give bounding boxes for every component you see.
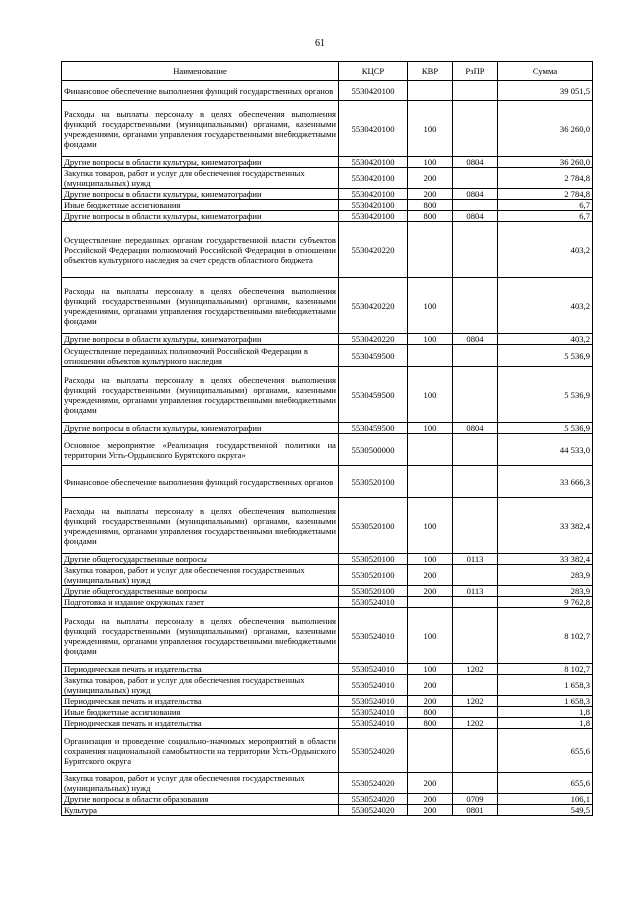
cell-name: Закупка товаров, работ и услуг для обеспечения государственных (муниципальных) нужд xyxy=(62,565,339,586)
cell-sum: 6,7 xyxy=(498,200,593,211)
header-name: Наименование xyxy=(62,62,339,81)
cell-kvr: 800 xyxy=(408,718,453,729)
cell-kcsr: 5530524010 xyxy=(339,707,408,718)
cell-rzpr xyxy=(453,345,498,367)
cell-rzpr: 0804 xyxy=(453,211,498,222)
header-sum: Сумма xyxy=(498,62,593,81)
table-row xyxy=(62,707,593,718)
cell-rzpr: 1202 xyxy=(453,664,498,675)
cell-sum: 5 536,9 xyxy=(498,345,593,367)
cell-kvr: 200 xyxy=(408,675,453,696)
cell-kcsr: 5530420100 xyxy=(339,168,408,189)
cell-kvr: 100 xyxy=(408,157,453,168)
table-row xyxy=(62,423,593,434)
cell-name: Культура xyxy=(62,805,339,816)
cell-rzpr xyxy=(453,565,498,586)
table-row xyxy=(62,608,593,664)
cell-sum: 33 382,4 xyxy=(498,554,593,565)
table-row xyxy=(62,675,593,696)
cell-kvr xyxy=(408,466,453,498)
cell-kcsr: 5530420100 xyxy=(339,211,408,222)
cell-kvr xyxy=(408,729,453,773)
table-row xyxy=(62,200,593,211)
table-row xyxy=(62,189,593,200)
cell-sum: 1,8 xyxy=(498,707,593,718)
cell-kcsr: 5530500000 xyxy=(339,434,408,466)
cell-name: Закупка товаров, работ и услуг для обеспечения государственных (муниципальных) нужд xyxy=(62,675,339,696)
cell-kvr: 100 xyxy=(408,664,453,675)
cell-name: Другие вопросы в области культуры, кинематографии xyxy=(62,334,339,345)
header-rzpr: РзПР xyxy=(453,62,498,81)
cell-sum: 36 260,0 xyxy=(498,157,593,168)
cell-sum: 403,2 xyxy=(498,278,593,334)
page-number: 61 xyxy=(315,38,325,49)
cell-sum: 403,2 xyxy=(498,334,593,345)
table-row xyxy=(62,278,593,334)
cell-sum: 1 658,3 xyxy=(498,696,593,707)
cell-kcsr: 5530524010 xyxy=(339,718,408,729)
cell-rzpr xyxy=(453,101,498,157)
cell-sum: 5 536,9 xyxy=(498,423,593,434)
cell-kvr xyxy=(408,81,453,101)
cell-rzpr: 0113 xyxy=(453,554,498,565)
table-row xyxy=(62,773,593,794)
cell-rzpr xyxy=(453,498,498,554)
cell-sum: 549,5 xyxy=(498,805,593,816)
header-kvr: КВР xyxy=(408,62,453,81)
cell-kcsr: 5530420220 xyxy=(339,334,408,345)
cell-rzpr: 0709 xyxy=(453,794,498,805)
table-row xyxy=(62,554,593,565)
cell-kvr: 100 xyxy=(408,367,453,423)
cell-rzpr xyxy=(453,729,498,773)
cell-kcsr: 5530520100 xyxy=(339,554,408,565)
cell-sum: 8 102,7 xyxy=(498,608,593,664)
cell-rzpr: 0113 xyxy=(453,586,498,597)
cell-name: Другие вопросы в области культуры, кинематографии xyxy=(62,189,339,200)
cell-kvr: 200 xyxy=(408,805,453,816)
cell-kcsr: 5530420100 xyxy=(339,157,408,168)
cell-rzpr: 1202 xyxy=(453,696,498,707)
cell-rzpr: 0804 xyxy=(453,334,498,345)
cell-sum: 8 102,7 xyxy=(498,664,593,675)
cell-kcsr: 5530420220 xyxy=(339,222,408,278)
budget-table xyxy=(61,61,593,816)
cell-name: Другие общегосударственные вопросы xyxy=(62,586,339,597)
cell-name: Другие вопросы в области культуры, кинематографии xyxy=(62,423,339,434)
cell-rzpr: 0804 xyxy=(453,189,498,200)
cell-kvr: 800 xyxy=(408,211,453,222)
cell-sum: 6,7 xyxy=(498,211,593,222)
cell-kcsr: 5530524010 xyxy=(339,608,408,664)
cell-name: Периодическая печать и издательства xyxy=(62,696,339,707)
cell-kcsr: 5530520100 xyxy=(339,466,408,498)
cell-kvr: 800 xyxy=(408,707,453,718)
cell-rzpr xyxy=(453,278,498,334)
cell-kcsr: 5530524010 xyxy=(339,696,408,707)
cell-kcsr: 5530520100 xyxy=(339,565,408,586)
cell-kvr: 100 xyxy=(408,554,453,565)
cell-sum: 403,2 xyxy=(498,222,593,278)
table-row xyxy=(62,211,593,222)
cell-name: Другие вопросы в области культуры, кинематографии xyxy=(62,157,339,168)
cell-name: Другие вопросы в области образования xyxy=(62,794,339,805)
cell-sum: 36 260,0 xyxy=(498,101,593,157)
cell-rzpr: 1202 xyxy=(453,718,498,729)
cell-sum: 283,9 xyxy=(498,565,593,586)
cell-kvr: 100 xyxy=(408,498,453,554)
cell-kvr xyxy=(408,345,453,367)
cell-kcsr: 5530459500 xyxy=(339,345,408,367)
cell-kvr: 200 xyxy=(408,696,453,707)
table-row xyxy=(62,565,593,586)
cell-kvr: 200 xyxy=(408,189,453,200)
table-row xyxy=(62,696,593,707)
cell-sum: 2 784,8 xyxy=(498,168,593,189)
cell-kcsr: 5530524020 xyxy=(339,805,408,816)
cell-kcsr: 5530459500 xyxy=(339,367,408,423)
table-row xyxy=(62,586,593,597)
table-row xyxy=(62,157,593,168)
table-row xyxy=(62,729,593,773)
cell-kcsr: 5530520100 xyxy=(339,586,408,597)
cell-kvr: 200 xyxy=(408,794,453,805)
cell-kvr xyxy=(408,222,453,278)
cell-kvr: 100 xyxy=(408,423,453,434)
cell-kcsr: 5530420100 xyxy=(339,101,408,157)
table-row xyxy=(62,794,593,805)
cell-rzpr xyxy=(453,675,498,696)
cell-name: Расходы на выплаты персоналу в целях обеспечения выполнения функций государственными (муниципальными) органами, казенными учреждениями, органами управления государственными внебюджетными фондами xyxy=(62,498,339,554)
cell-name: Иные бюджетные ассигнования xyxy=(62,200,339,211)
table-row xyxy=(62,434,593,466)
cell-sum: 655,6 xyxy=(498,773,593,794)
cell-kcsr: 5530524020 xyxy=(339,794,408,805)
cell-name: Периодическая печать и издательства xyxy=(62,718,339,729)
cell-name: Другие вопросы в области культуры, кинематографии xyxy=(62,211,339,222)
cell-rzpr xyxy=(453,707,498,718)
table-row xyxy=(62,334,593,345)
cell-kcsr: 5530524020 xyxy=(339,773,408,794)
cell-rzpr xyxy=(453,222,498,278)
cell-name: Финансовое обеспечение выполнения функций государственных органов xyxy=(62,81,339,101)
cell-sum: 9 762,8 xyxy=(498,597,593,608)
table-row xyxy=(62,664,593,675)
cell-kvr: 100 xyxy=(408,608,453,664)
table-row xyxy=(62,168,593,189)
cell-name: Организация и проведение социально-значимых мероприятий в области сохранения национальной самобытности на территории Усть-Ордынского Бурятского округа xyxy=(62,729,339,773)
cell-rzpr xyxy=(453,168,498,189)
cell-name: Финансовое обеспечение выполнения функций государственных органов xyxy=(62,466,339,498)
cell-kvr: 200 xyxy=(408,168,453,189)
cell-kvr: 800 xyxy=(408,200,453,211)
cell-kvr: 100 xyxy=(408,278,453,334)
table-row xyxy=(62,81,593,101)
cell-kcsr: 5530524010 xyxy=(339,597,408,608)
cell-kcsr: 5530520100 xyxy=(339,498,408,554)
cell-sum: 106,1 xyxy=(498,794,593,805)
cell-kcsr: 5530524010 xyxy=(339,664,408,675)
cell-rzpr xyxy=(453,773,498,794)
cell-sum: 39 051,5 xyxy=(498,81,593,101)
cell-rzpr xyxy=(453,367,498,423)
cell-sum: 33 382,4 xyxy=(498,498,593,554)
cell-rzpr xyxy=(453,81,498,101)
cell-rzpr xyxy=(453,597,498,608)
header-row xyxy=(62,62,593,81)
table-row xyxy=(62,345,593,367)
table-row xyxy=(62,466,593,498)
header-kcsr: КЦСР xyxy=(339,62,408,81)
cell-sum: 44 533,0 xyxy=(498,434,593,466)
cell-kcsr: 5530420100 xyxy=(339,200,408,211)
table-row xyxy=(62,805,593,816)
cell-name: Расходы на выплаты персоналу в целях обеспечения выполнения функций государственными (муниципальными) органами, казенными учреждениями, органами управления государственными внебюджетными фондами xyxy=(62,608,339,664)
cell-kcsr: 5530459500 xyxy=(339,423,408,434)
cell-sum: 1 658,3 xyxy=(498,675,593,696)
cell-name: Осуществление переданных органам государственной власти субъектов Российской Федерации полномочий Российской Федерации в отношении объектов культурного наследия за счет средств областного бюджета xyxy=(62,222,339,278)
cell-sum: 5 536,9 xyxy=(498,367,593,423)
cell-rzpr: 0804 xyxy=(453,157,498,168)
cell-sum: 655,6 xyxy=(498,729,593,773)
cell-kcsr: 5530420100 xyxy=(339,189,408,200)
table-row xyxy=(62,367,593,423)
table-row xyxy=(62,718,593,729)
cell-sum: 2 784,8 xyxy=(498,189,593,200)
cell-name: Закупка товаров, работ и услуг для обеспечения государственных (муниципальных) нужд xyxy=(62,773,339,794)
cell-name: Расходы на выплаты персоналу в целях обеспечения выполнения функций государственными (муниципальными) органами, казенными учреждениями, органами управления государственными внебюджетными фондами xyxy=(62,278,339,334)
cell-kvr xyxy=(408,597,453,608)
cell-kvr xyxy=(408,434,453,466)
cell-kcsr: 5530524020 xyxy=(339,729,408,773)
cell-sum: 283,9 xyxy=(498,586,593,597)
cell-name: Расходы на выплаты персоналу в целях обеспечения выполнения функций государственными (муниципальными) органами, казенными учреждениями, органами управления государственными внебюджетными фондами xyxy=(62,101,339,157)
table-row xyxy=(62,101,593,157)
cell-kvr: 200 xyxy=(408,565,453,586)
cell-rzpr xyxy=(453,466,498,498)
cell-name: Осуществление переданных полномочий Российской Федерации в отношении объектов культурного наследия xyxy=(62,345,339,367)
table-body xyxy=(62,81,593,816)
cell-sum: 1,8 xyxy=(498,718,593,729)
cell-rzpr: 0801 xyxy=(453,805,498,816)
cell-rzpr xyxy=(453,608,498,664)
table-row xyxy=(62,498,593,554)
cell-name: Периодическая печать и издательства xyxy=(62,664,339,675)
table-row xyxy=(62,597,593,608)
cell-name: Расходы на выплаты персоналу в целях обеспечения выполнения функций государственными (муниципальными) органами, казенными учреждениями, органами управления государственными внебюджетными фондами xyxy=(62,367,339,423)
cell-kvr: 200 xyxy=(408,773,453,794)
cell-kvr: 100 xyxy=(408,334,453,345)
cell-kvr: 100 xyxy=(408,101,453,157)
cell-name: Основное мероприятие «Реализация государственной политики на территории Усть-Ордынского Бурятского округа» xyxy=(62,434,339,466)
cell-name: Подготовка и издание окружных газет xyxy=(62,597,339,608)
cell-name: Другие общегосударственные вопросы xyxy=(62,554,339,565)
cell-kcsr: 5530420100 xyxy=(339,81,408,101)
cell-rzpr xyxy=(453,434,498,466)
cell-name: Закупка товаров, работ и услуг для обеспечения государственных (муниципальных) нужд xyxy=(62,168,339,189)
cell-kcsr: 5530524010 xyxy=(339,675,408,696)
cell-kcsr: 5530420220 xyxy=(339,278,408,334)
cell-sum: 33 666,3 xyxy=(498,466,593,498)
table-row xyxy=(62,222,593,278)
cell-kvr: 200 xyxy=(408,586,453,597)
cell-rzpr xyxy=(453,200,498,211)
cell-name: Иные бюджетные ассигнования xyxy=(62,707,339,718)
cell-rzpr: 0804 xyxy=(453,423,498,434)
